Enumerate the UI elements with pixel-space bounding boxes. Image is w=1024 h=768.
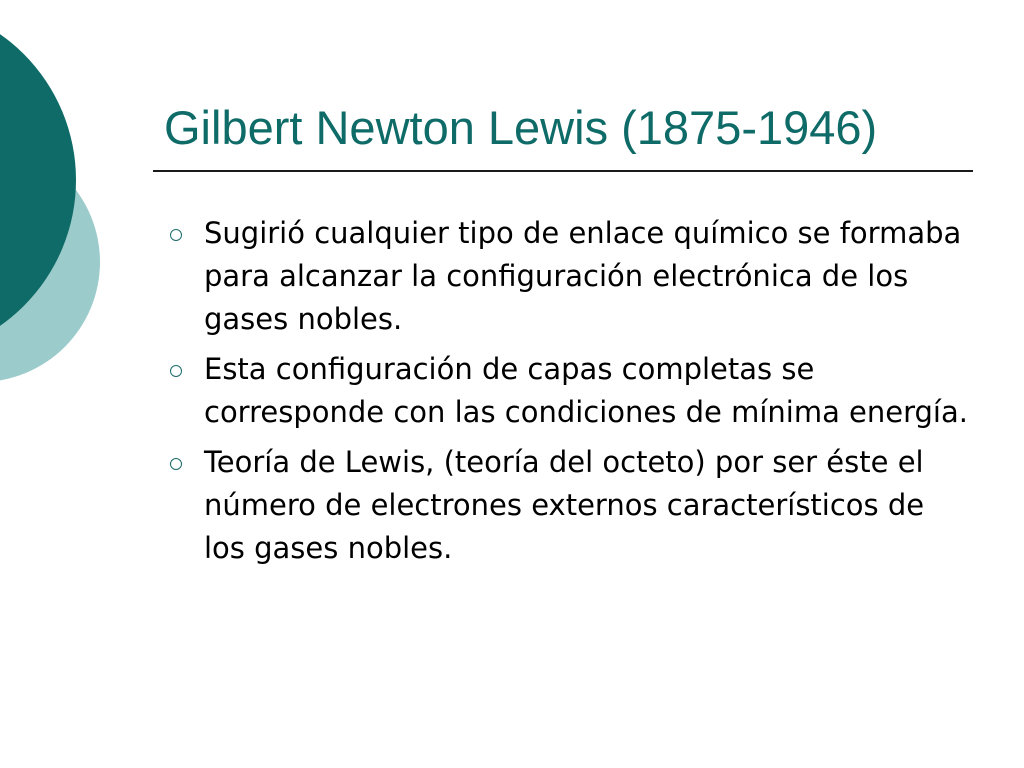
bullet-text: Teoría de Lewis, (teoría del octeto) por ser éste el número de electrones externos característicos de los gases nobles. — [204, 445, 925, 565]
hollow-circle-bullet-icon — [170, 229, 182, 241]
hollow-circle-bullet-icon — [170, 458, 182, 470]
hollow-circle-bullet-icon — [170, 365, 182, 377]
bullet-item — [164, 348, 974, 434]
bullet-text: Sugirió cualquier tipo de enlace químico se formaba para alcanzar la configuración electrónica de los gases nobles. — [204, 216, 962, 336]
bullet-item — [164, 441, 974, 570]
title-underline — [153, 170, 973, 172]
bullet-text: Esta configuración de capas completas se corresponde con las condiciones de mínima energía. — [204, 352, 968, 429]
bullet-item — [164, 212, 974, 341]
slide-title: Gilbert Newton Lewis (1875-1946) — [164, 101, 878, 154]
bullet-list — [164, 212, 974, 577]
